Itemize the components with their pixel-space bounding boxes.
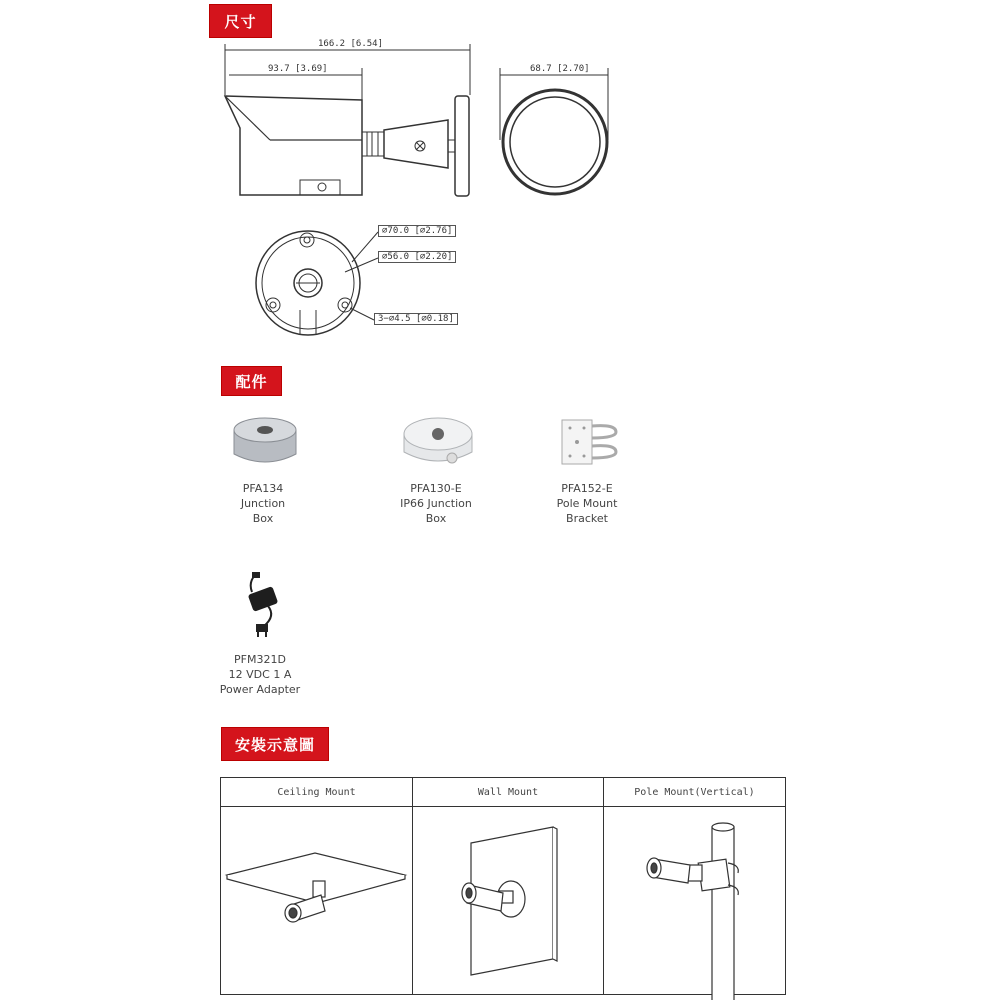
accessory-model: PFA134: [242, 482, 284, 495]
accessory-desc-line: Box: [252, 512, 274, 525]
accessory-caption-pfa134: [213, 481, 313, 526]
section-badge-dimensions: 尺寸: [209, 4, 272, 38]
power-adapter-pfm321d-image: [238, 570, 288, 640]
ceiling-mount-cell: [221, 807, 413, 995]
pole-mount-illustration: [604, 807, 791, 997]
accessory-desc-line: Pole Mount: [556, 497, 618, 510]
ceiling-mount-illustration: [221, 807, 410, 997]
installation-mount-table: [220, 777, 786, 995]
dim-housing-length: 93.7 [3.69]: [268, 64, 328, 74]
junction-box-pfa130e-image: [400, 412, 476, 472]
accessory-desc-line: Power Adapter: [219, 683, 301, 696]
accessory-model: PFA130-E: [410, 482, 462, 495]
section-badge-installation: 安裝示意圖: [221, 727, 329, 761]
accessory-caption-pfa130e: [381, 481, 491, 526]
junction-box-pfa134-image: [230, 412, 300, 472]
dim-base-inner: ⌀56.0 [⌀2.20]: [378, 251, 456, 263]
accessory-desc-line: IP66 Junction: [400, 497, 472, 510]
mount-header-ceiling: Ceiling Mount: [221, 778, 413, 807]
dim-mounting-holes: 3−⌀4.5 [⌀0.18]: [374, 313, 458, 325]
accessory-desc-line: 12 VDC 1 A: [228, 668, 292, 681]
accessory-desc-line: Bracket: [566, 512, 608, 525]
accessory-desc-line: Junction: [240, 497, 286, 510]
accessory-desc-line: Box: [425, 512, 447, 525]
accessory-caption-pfm321d: [205, 652, 315, 697]
dim-base-outer: ⌀70.0 [⌀2.76]: [378, 225, 456, 237]
accessory-caption-pfa152e: [537, 481, 637, 526]
pole-mount-cell: [604, 807, 786, 995]
pole-mount-bracket-pfa152e-image: [558, 414, 622, 470]
dim-total-length: 166.2 [6.54]: [318, 39, 384, 49]
accessory-model: PFM321D: [234, 653, 286, 666]
mount-header-pole: Pole Mount(Vertical): [604, 778, 786, 807]
section-badge-accessories: 配件: [221, 366, 282, 396]
dim-front-diameter: 68.7 [2.70]: [530, 64, 590, 74]
wall-mount-cell: [413, 807, 604, 995]
camera-side-view-drawing: [0, 0, 1000, 360]
mount-header-wall: Wall Mount: [413, 778, 604, 807]
wall-mount-illustration: [413, 807, 601, 997]
accessory-model: PFA152-E: [561, 482, 613, 495]
